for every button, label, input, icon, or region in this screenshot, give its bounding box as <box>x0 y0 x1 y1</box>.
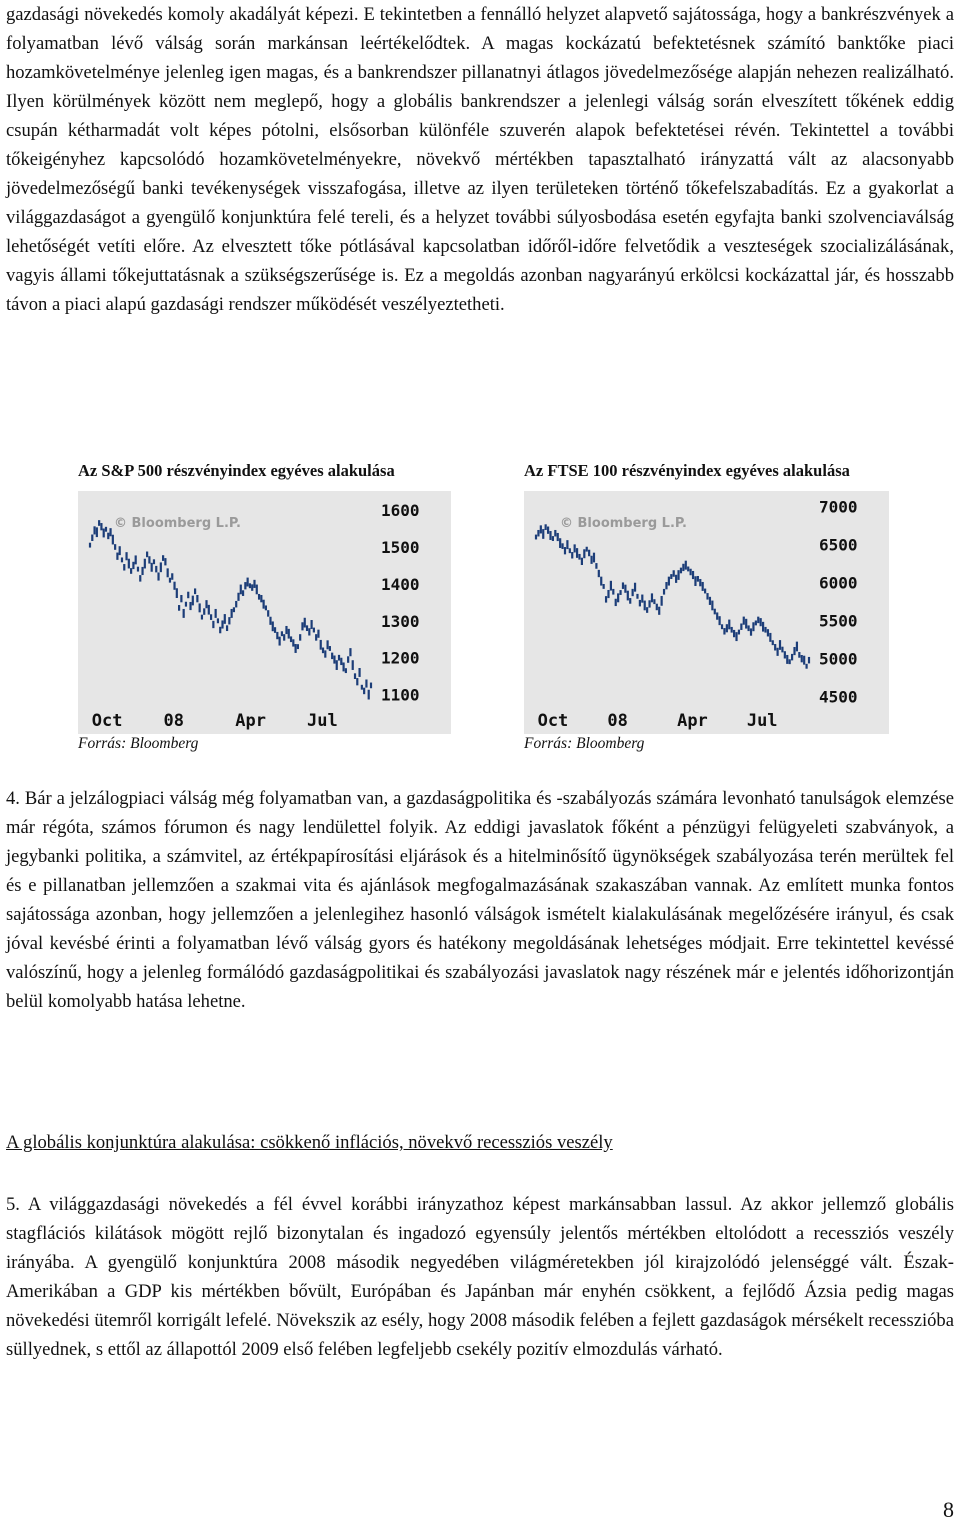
sp500-chart <box>78 491 451 734</box>
x-tick-label: Jul <box>746 711 778 731</box>
x-tick-label: Oct <box>91 711 123 731</box>
y-tick-label: 7000 <box>819 497 858 517</box>
x-tick-label: 08 <box>163 711 184 731</box>
y-tick-label: 4500 <box>819 687 858 707</box>
y-tick-label: 1400 <box>381 574 420 594</box>
x-tick-label: Apr <box>235 711 266 731</box>
y-tick-label: 1500 <box>381 537 420 557</box>
bloomberg-watermark: © Bloomberg L.P. <box>560 516 687 531</box>
page-number: 8 <box>943 1497 954 1522</box>
x-tick-label: 08 <box>607 711 628 731</box>
sp500-chart-caption: Az S&P 500 részvényindex egyéves alakulása <box>78 461 395 480</box>
y-tick-label: 1200 <box>381 648 420 668</box>
paragraph-bank-capital: gazdasági növekedés komoly akadályát képezi. E tekintetben a fennálló helyzet alapvető sajátossága, hogy a bankrészvények a folyamatban lévő válság során markánsan leértékelődtek. A magas kockázatú befektetésnek számító banktőke piaci hozamkövetelménye jelenleg igen magas, és a bankrendszer pillanatnyi átlagos jövedelmezősége alapján nehezen realizálható. Ilyen körülmények között nem meglepő, hogy a globális bankrendszer a jelenlegi válság során elveszített tőkének eddig csupán kétharmadát volt képes pótolni, elsősorban különféle szuverén alapok befektetései révén. Tekintettel a további tőkeigényhez kapcsolódó hozamkövetelményekre, növekvő mértékben tapasztalható irányzattá vált az alacsonyabb jövedelmezőségű banki tevékenységek visszafogása, illetve az ilyen területeken történő tőkefelszabadítás. Ez a gyakorlat a világgazdaságot a gyengülő konjunktúra felé tereli, és a helyzet további súlyosbodása esetén egyfajta banki szolvenciaválság lehetőségét vetíti előre. Az elvesztett tőke pótlásával kapcsolatban időről-időre felvetődik a veszteségek szocializálásának, vagyis állami tőkejuttatásnak a szükségszerűsége is. Ez a megoldás azonban nagyarányú erkölcsi kockázattal jár, és hosszabb távon a piaci alapú gazdasági rendszer működését veszélyeztetheti. <box>6 4 954 315</box>
sp500-source-note: Forrás: Bloomberg <box>78 735 199 752</box>
y-tick-label: 5000 <box>819 649 858 669</box>
sp500-line-chart <box>78 491 451 734</box>
section-heading: A globális konjunktúra alakulása: csökkenő inflációs, növekvő recessziós veszély <box>6 1132 613 1153</box>
y-tick-label: 6500 <box>819 535 858 555</box>
y-tick-label: 5500 <box>819 611 858 631</box>
x-tick-label: Jul <box>306 711 338 731</box>
y-tick-label: 1100 <box>381 685 420 705</box>
ftse100-chart <box>524 491 889 734</box>
ftse100-line-chart <box>524 491 889 734</box>
x-tick-label: Oct <box>537 711 569 731</box>
y-tick-label: 6000 <box>819 573 858 593</box>
bloomberg-watermark: © Bloomberg L.P. <box>114 516 241 531</box>
paragraph-policy-lessons: 4. Bár a jelzálogpiaci válság még folyamatban van, a gazdaságpolitika és -szabályozás számára levonható tanulságok elemzése már régóta, számos fórumon és nagy lendülettel folyik. Az eddigi javaslatok főként a pénzügyi felügyeleti szabványok, a jegybanki politika, a számvitel, az értékpapírosítási eljárások és a hitelminősítő ügynökségek szabályozása terén merültek fel és e pillanatban jellemzően a szakmai vita és ajánlások megfogalmazásának szakaszában vannak. Az említett munka fontos sajátossága azonban, hogy jellemzően a jelenlegihez hasonló válságok ismételt kialakulásának megelőzésére irányul, és csak jóval kevésbé érinti a folyamatban lévő válság gyors és hatékony megoldásának lehetséges módjait. Erre tekintettel kevéssé valószínű, hogy a jelenleg formálódó gazdaságpolitikai és szabályozási javaslatok nagy részének már e jelentés időhorizontján belül komolyabb hatása lehetne. <box>6 788 954 1012</box>
ftse100-chart-caption: Az FTSE 100 részvényindex egyéves alakulása <box>524 461 850 480</box>
y-tick-label: 1300 <box>381 611 420 631</box>
ftse100-source-note: Forrás: Bloomberg <box>524 735 645 752</box>
y-tick-label: 1600 <box>381 501 420 521</box>
x-tick-label: Apr <box>677 711 708 731</box>
paragraph-global-growth: 5. A világgazdasági növekedés a fél évvel korábbi irányzathoz képest markánsabban lassul. Az akkor jellemző globális stagflációs kilátások mögött rejlő bizonytalan és ingadozó egyensúly jelentős mértékben eltolódott a recessziós veszély irányába. A gyengülő konjunktúra 2008 második negyedében világméretekben jól kirajzolódó jelenséggé vált. Észak-Amerikában a GDP kis mértékben bővült, Európában és Japánban már enyhén csökkent, a fejlődő Ázsia pedig magas növekedési ütemről korrigált lefelé. Növekszik az esély, hogy 2008 második felében a fejlett gazdaságok mérsékelt recesszióba süllyednek, s ettől az állapottól 2009 első felében legfeljebb csekély pozitív elmozdulás várható. <box>6 1194 954 1360</box>
